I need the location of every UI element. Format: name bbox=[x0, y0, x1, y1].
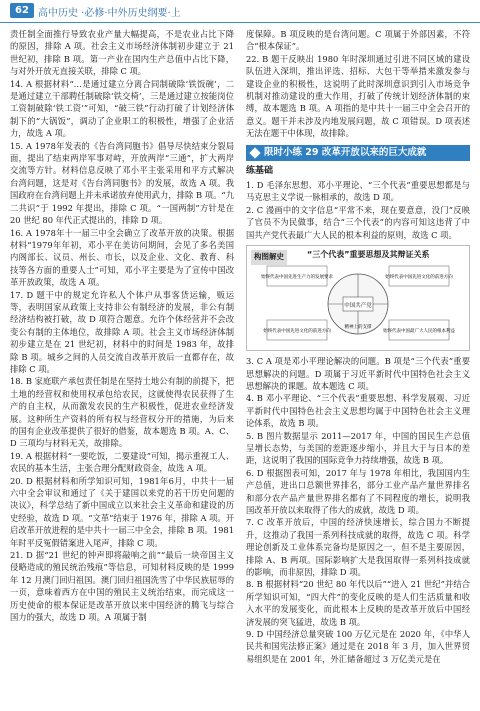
right-column bbox=[246, 28, 470, 665]
diagram-node: 始终代表中国先进文化的前进方向 bbox=[263, 329, 331, 335]
diagram-tag: 构图解史 bbox=[251, 250, 287, 264]
book-title: 高中历史 ·必修·中外历史纲要·上 bbox=[38, 8, 181, 19]
diagram-node: 始终代表中国最广大人民的根本利益 bbox=[383, 329, 455, 335]
subsection-title: 练基础 bbox=[246, 165, 274, 176]
paragraph: 5. B 图片数据显示 2011—2017 年，中国的国民生产总值呈增长态势，与美国的差距逐步缩小，并且大于与日本的差距，这说明了我国的国际竞争力持续增强，故选 B 项。 bbox=[246, 430, 470, 466]
paragraph: 17. D 题干中的规定允许私人个体户从事客货运输，贩运等，表明国家从政策上支持非公有制经济的发展，非公有制经济结构被打破，故 D 项符合题意。允许个体经营并不会改变公有制的主体地位，故排除 A 项。社会主义市场经济体制初步建立是在 21 世纪初，材料中的时间是 1983 年，故排除 B 项。城乡之间的人员交流自改革开放后一直都存在，故排除 C 项。 bbox=[10, 289, 234, 374]
paragraph: 6. D 根据图表可知，2017 年与 1978 年相比，我国国内生产总值，进出口总额世界排名，部分工业产品产量世界排名和部分农产品产量世界排名都有了不同程度的增长，说明我国改革开放以来取得了伟大的成就，故选 D 项。 bbox=[246, 467, 470, 515]
left-column bbox=[10, 28, 234, 624]
paragraph: 1. D 毛泽东思想、邓小平理论、“三个代表”重要思想都是与马克思主义学说一脉相承的，故选 D 项。 bbox=[246, 180, 470, 203]
paragraph: 14. A 根据材料“…是通过建立分离合同制破除‘铁饭碗’，二是通过建立干部聘任制破除‘铁交椅’，三是通过建立按能岗位工资制破除‘铁工资’”可知，“破三铁”行动打破了计划经济体制下的“大锅饭”，调动了企业职工的积极性，增强了企业活力，故选 A 项。 bbox=[10, 78, 234, 139]
paragraph: 9. D 中国经济总量突破 100 万亿元是在 2020 年，《中华人民共和国宪法修正案》通过是在 2018 年 3 月，加入世界贸易组织是在 2001 年，外汇储备超过 3 万亿美元是在 bbox=[246, 629, 470, 664]
paragraph: 3. C A 项是邓小平理论解决的问题。B 项是“三个代表”重要思想解决的问题。D 项属于习近平新时代中国特色社会主义思想解决的课题。故本题选 C 项。 bbox=[246, 356, 470, 391]
diagram-center: 中国共产党 bbox=[344, 303, 372, 310]
diagram-node: 精神上的支撑 bbox=[344, 325, 372, 331]
paragraph: 21. D 据“21 世纪的钟声即将敲响之前”“最后一块帝国主义侵略造成的殖民统治残痕”等信息，可知材料反映的是 1999 年 12 月澳门回归祖国。澳门回归祖国洗雪了中华民族屈辱的一页，意味着西方在中国的殖民主义统治结束，而完成这一历史使命的根本保证是改革开放以来中国经济的腾飞与综合国力的强大，故选 D 项。A 项属于制 bbox=[10, 550, 234, 623]
diagram-node: 始终代表中国先进文化的前进方向 bbox=[385, 275, 453, 281]
paragraph: 8. B 根据材料“20 世纪 80 年代以后”“进入 21 世纪”并结合所学知识可知，“四大件”的变化反映的是人们生活质量和收入水平的发展变化，而此根本上反映的是改革开放后中国经济发展的突飞猛进，故选 B 项。 bbox=[246, 579, 470, 627]
paragraph: 15. A 1978年发表的《告台湾同胞书》倡导尽快结束分裂局面，提出了结束两岸军事对峙，开放两岸“三通”，扩大两岸交流等方针。材料信息反映了邓小平主张采用和平方式解决台湾问题，这是对《告台湾同胞书》的发展，故选 A 项。我国政府在台湾问题上并未承诺放弃使用武力，排除 B 项。“九二共识”于 1992 年提出，排除 C 项。“一国两制”方针是在 20 世纪 80 年代正式提出的，排除 D 项。 bbox=[10, 140, 234, 226]
concept-diagram bbox=[246, 245, 470, 351]
section-title: 限时小练 29 改革开放以来的巨大成就 bbox=[246, 145, 470, 161]
page-header bbox=[0, 0, 480, 23]
diagram-node: 始终代表中国先进生产力的发展要求 bbox=[261, 275, 333, 281]
paragraph: 22. B 题干反映出 1980 年时深圳通过引进不同区域的建设队伍进入深圳，推出评选、招标、大包干等举措来激发参与建设企业的积极性，这说明了此时深圳意识到引入市场竞争机制对推动建设的重大作用，打破了传统计划经济体制的束缚，故本题选 B 项。A 项指的是中共十一届三中全会召开的意义。题干并未涉及内地发展问题，故 C 项错误。D 项表述无法在题干中体现，故排除。 bbox=[246, 53, 470, 139]
paragraph: 2. C 漫画中的文字信息“平常不来，现在要意意，没门”反映了官员不为民做事，结合“三个代表”的内容可知这违背了中国共产党代表最广大人民的根本利益的原则，故选 C 项。 bbox=[246, 204, 470, 240]
page-number: 62 bbox=[10, 3, 34, 18]
paragraph: 20. D 根据材料和所学知识可知，1981年6月，中共十一届六中全会审议和通过了《关于建国以来党的若干历史问题的决议》，科学总结了新中国成立以来社会主义革命和建设的历史经验，故选 D 项。“文革”结束于 1976 年，排除 A 项。开启改革开放进程的是中共十一届三中全会，排除 B 项。1981 年时平反冤假错案进入尾声，排除 C 项。 bbox=[10, 475, 235, 548]
diagram-title: “三个代表”重要思想及其辩证关系 bbox=[307, 250, 430, 260]
paragraph: 度保障。B 项反映的是台湾问题。C 项属于外部因素，不符合“根本保证”。 bbox=[246, 29, 470, 52]
paragraph: 16. A 1978年十一届三中全会确立了改革开放的决策。根据材料“1979年年初，邓小平在美访问期间，会见了多名美国内阁部长、议员、州长、市长，以及企业、文化、教育、科技等各方面的重要人士”可知，邓小平主要是为了宣传中国改革开放政策，故选 A 项。 bbox=[10, 227, 234, 288]
paragraph: 7. C 改革开放后，中国的经济快速增长，综合国力不断提升，这推动了我国一系列科技成就的取得，故选 C 项。科学理论创新及工业体系完备均是原因之一，但不是主要原因，排除 A、B 两项。国际影响扩大是我国取得一系列科技成就的影响，而非原因，排除 D 项。 bbox=[246, 517, 470, 577]
paragraph: 4. B 邓小平理论、“三个代表”重要思想、科学发展观、习近平新时代中国特色社会主义思想均属于中国特色社会主义理论体系，故选 B 项。 bbox=[246, 393, 470, 429]
paragraph: 18. B 家庭联产承包责任制是在坚持土地公有制的前提下，把土地的经营权和使用权承包给农民，这就使得农民获得了生产的自主权，从而激发农民的生产积极性，促进农业经济发展。这种所生产资料的所有权与经营权分开的措施，为后来的国有企业改革提供了很好的借鉴，故本题选 B 项。A、C、D 三项均与材料无关，故排除。 bbox=[10, 376, 234, 449]
paragraph: 19. A 根据材料“一要吃饭，二要建设”可知，揭示重视工人、农民的基本生活，主张合理分配财政资金，故选 A 项。 bbox=[10, 450, 234, 474]
paragraph: 责任制全面推行导致农业产量大幅提高，不是农业占比下降的原因，排除 A 项。社会主义市场经济体制初步建立于 21 世纪初，排除 B 项。第一产业在国内生产总值中占比下降，与对外开放无直接关联，排除 C 项。 bbox=[10, 29, 234, 77]
diagram-graphic bbox=[251, 262, 465, 344]
